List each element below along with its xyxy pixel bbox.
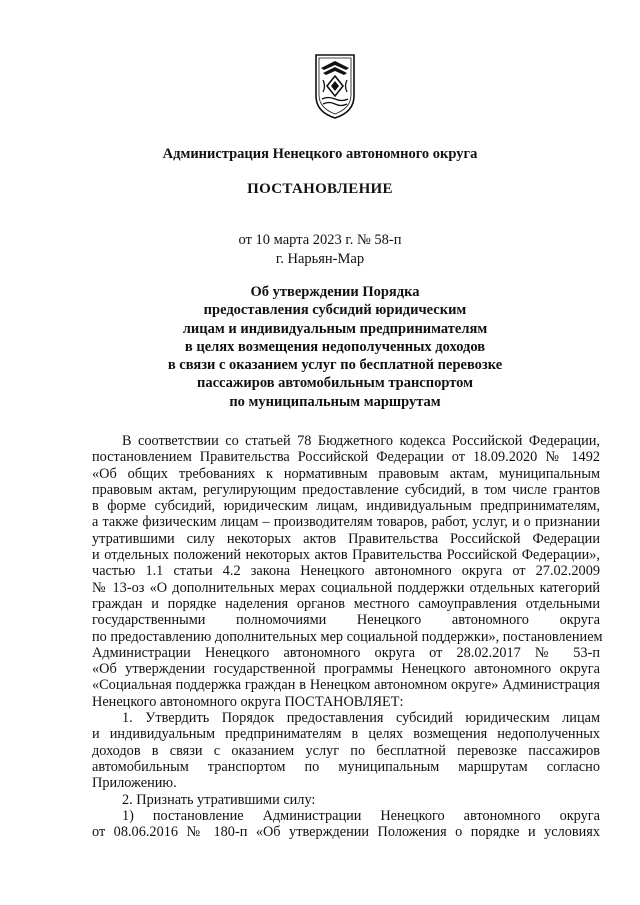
body-line: 1. Утвердить Порядок предоставления субсидий юридическим лицам — [122, 710, 600, 727]
title-line: пассажиров автомобильным транспортом — [197, 375, 473, 392]
body-line: «Об общих требованиях к нормативным правовым актам, муниципальным — [92, 465, 600, 482]
body-line: № 13-оз «О дополнительных мерах социальной поддержки отдельных категорий — [92, 579, 600, 596]
body-line: по предоставлению дополнительных мер социальной поддержки», постановлением — [92, 628, 603, 645]
body-line: автомобильным транспортом по муниципальным маршрутам согласно — [92, 758, 600, 775]
body-line: Администрации Ненецкого автономного округа от 28.02.2017 № 53-п — [92, 644, 600, 661]
body-line: В соответствии со статьей 78 Бюджетного кодекса Российской Федерации, — [122, 433, 600, 449]
document-city: г. Нарьян-Мар — [275, 251, 365, 267]
body-line: доходов в связи с оказанием услуг по бесплатной перевозке пассажиров — [92, 742, 600, 759]
title-line: предоставления субсидий юридическим — [203, 302, 467, 319]
title-line: лицам и индивидуальным предпринимателям — [182, 320, 488, 337]
coat-of-arms-icon — [313, 52, 357, 120]
body-line: граждан и порядке наделения органов местного самоуправления отдельными — [92, 595, 600, 612]
body-line: 1) постановление Администрации Ненецкого автономного округа — [122, 807, 600, 824]
body-line: утратившими силу некоторых актов Правительства Российской Федерации — [92, 530, 600, 547]
body-line: «Об утверждении государственной программы Ненецкого автономного округа — [92, 661, 600, 678]
document-date-number: от 10 марта 2023 г. № 58-п — [238, 232, 402, 248]
body-line: и отдельных положений некоторых актов Правительства Российской Федерации», — [92, 547, 600, 564]
body-line: в форме субсидий, юридическим лицам, индивидуальным предпринимателям, — [92, 498, 600, 515]
organization-name: Администрация Ненецкого автономного округа — [162, 146, 478, 162]
title-line: по муниципальным маршрутам — [229, 393, 441, 410]
document-type: ПОСТАНОВЛЕНИЕ — [247, 181, 393, 197]
body-line: правовым актам, регулирующим предоставление субсидий, в том числе грантов — [92, 481, 600, 498]
body-line: а также физическим лицам – производителям товаров, работ, услуг, и о признании — [92, 514, 600, 531]
body-line: государственными полномочиями Ненецкого автономного округа — [92, 612, 600, 629]
body-line: «Социальная поддержка граждан в Ненецком автономном округе» Администрация — [92, 677, 600, 694]
document-title — [150, 283, 520, 411]
title-line: Об утверждении Порядка — [250, 284, 420, 300]
body-line: Приложению. — [92, 775, 177, 792]
title-line: в целях возмещения недополученных доходов — [184, 338, 486, 355]
body-line: от 08.06.2016 № 180-п «Об утверждении Положения о порядке и условиях — [92, 824, 600, 841]
body-line: постановлением Правительства Российской Федерации от 18.09.2020 № 1492 — [92, 449, 600, 466]
body-line: 2. Признать утратившими силу: — [122, 791, 316, 808]
document-body — [92, 433, 603, 841]
body-line: и индивидуальным предпринимателям в целях возмещения недополученных — [92, 726, 600, 743]
body-line: частью 1.1 статьи 4.2 закона Ненецкого автономного округа от 27.02.2009 — [92, 563, 600, 580]
title-line: в связи с оказанием услуг по бесплатной перевозке — [167, 357, 503, 374]
body-line: Ненецкого автономного округа ПОСТАНОВЛЯЕТ: — [92, 693, 404, 710]
